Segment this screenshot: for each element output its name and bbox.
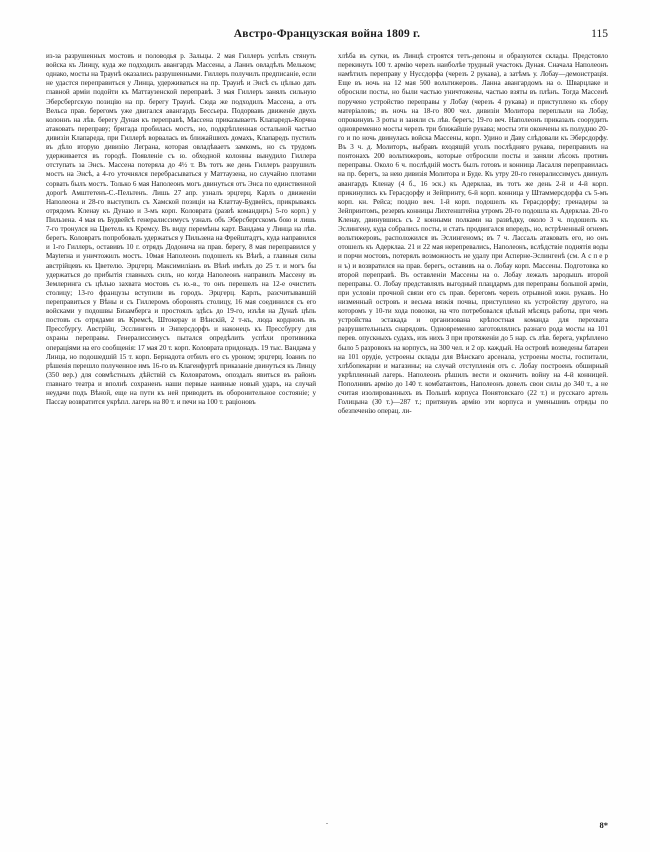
left-column: [46, 52, 316, 812]
page-number: 115: [591, 28, 608, 40]
paragraph: из-за разрушенных мостовъ и половодья р. Зальцы. 2 мая Гиллеръ успѣлъ стянуть войска къ Линцу, куда же подходилъ авангардъ Массены, а Ланнъ овладѣлъ Мельком; однако, мосты на Траунѣ оказались разрушенными. Гиллеръ получилъ предписаніе, если не удастся переправиться у Линца, удерживаться на пр. Траунѣ и Энсѣ съ цѣлью дать главной арміи подойти къ Маттаузенской переправѣ. 3 мая Гиллеръ занялъ сильную Эберсбергскую позицію на пр. берегу Траунѣ. Сюда же подходилъ Массена, а отъ Вельса прав. берегомъ уже двигался авангардъ Бессьера. Подорвавъ движеніе двухъ колоннъ на лѣв. берегу Дуная къ переправѣ, Массена приказываетъ Клапаредъ-Корчна атаковать переправу; бригада пробилась мостъ, но, подкрѣпленная остальной частью дивизіи Клапареда, при Гиллерѣ ворвалась въ ближайшихъ домахъ, Клапаредъ пустилъ въ дѣло вторую дивизію Леграна, которая овладѣваетъ замкомъ, но съ трудомъ удерживается въ городѣ. Появленіе съ ю. обходной колонны вынудило Гиллера отступать за Энсъ. Массена потеряла до 4½ т. Въ тотъ же день Гиллеръ разрушилъ мостъ на Энсѣ, а 4-го уточнялся перебрасываться у Маттаузена, но случайно плотами сорвать былъ мостъ. Только 6 мая Наполеонъ могъ двинуться отъ Энса по единственной дорогѣ Амштетенъ-С.-Пельтенъ. Лишь 27 апр. узналъ эрцгерц. Карлъ о движеніи Наполеона и 28-го выступилъ съ Хамской позиціи на Клаттау-Будвейсъ, прикрываясь отрядомъ Кленау къ Дунаю и 3-мъ корп. Коловрата (развѣ командиръ) 5-го корп.) у Пильзена. 4 мая въ Будвейсѣ генералиссимусъ узналъ объ Эберсбергскомъ бою и лишь 7-го тронулся на Цветель къ Кремсу. Въ виду перемѣны карт. Вандама у Линца на лѣв. берегъ. Коловратъ попробовалъ удержаться у Пильзена на Фрейштадтъ, куда направился и 1-го Гиллеръ, оставивъ 10 г. отрядъ Додонича на прав. берегу, 8 мая переправился у Мауterна и уничтожилъ мостъ. 10мая Наполеонъ подошелъ къ Вѣнѣ, а главныя силы австрійцевъ къ Цветелю. Эрцгерц. Максимиліанъ въ Вѣнѣ имѣлъ до 25 т. и могъ бы удержаться до прибытія главныхъ силъ, но когда Наполеонъ направилъ Массену въ Землеринга съ цѣлью захвата мостовъ съ ю.-в., то онъ перешелъ на 12-е очистить столицу; 13-го французы вступили въ городъ. Эрцгерц. Карлъ, разсчитывавшій переправиться у Вѣны и съ Гиллеромъ оборонять столицу, 16 мая соединился съ его войсками у подошвы Бизамберга и простоялъ здѣсь до 19-го, изъѣя на Дунаѣ цѣпь постовъ съ отрядами въ Кремсѣ, Штокерау и Вѣнскій, 2 т-къ, люда корднонъ въ Прессбургу. Австрійц. Эсслингенъ и Энперсдорфъ и наконецъ къ Прессбургу для охраны переправы. Генералиссимусъ пытался опредѣлить успѣхи противника операціями на его сообщенія: 17 мая 20 т. корп. Коловрата придонадъ. 19 тыс. Вандама у Линца, но подошедшій 15 т. корп. Бернадота отбилъ его съ уроном; эрцгерц. Іоаннъ по рѣшенія перешло полученное имъ 16-го въ Клагенфуртѣ приказаніе двинуться къ Линцу (350 вер.) для совмѣстныхъ дѣйствій съ Коловратомъ, опоздалъ явиться въ районъ главнаго театра и вполнѣ сохраненъ наши первые наивные новый ударъ, на случай неудачи подъ Вѣной, еще на пути къ ней приводитъ въ оборонительное состояніе; у Пассау возвратится укрѣпл. лагерь на 80 т. и печи на 100 т. раціоновъ: [46, 52, 316, 407]
paragraph: хлѣба въ сутки, въ Линцѣ строятся тетъ-депоны и образуются склады. Предстояло перекинуть 100 т. армію черезъ наиболѣе трудный участокъ Дуная. Сначала Наполеонъ намѣтилъ переправу у Нуссдорфа (черезъ 2 рукава), а затѣмъ у. Лобау—демонстрація. Еще въ ночь на 12 мая 500 вольтижеровъ. Ланна авангардомъ на о. Шварцлаке и оброснли посты, но были частью уничтожены, частью взяты въ плѣнъ. Тогда Массенѣ поручено устройство переправы у Лобау (черезъ 4 рукава) и приступлено къ сбору матеріаловъ; въ ночь на 18-го 800 чел. дивизіи Молитора переплыли на Лобау, опрокинувъ 3 роты и заняли съ лѣв. берегъ; 19-го веч. Наполеонъ приказалъ соорудить одновременно мосты черезъ три ближайшіе рукава; мосты эти окончены къ полудню 20-го и по ночь двинулась войска Массены, корп. Удино и Даву слѣдовали къ Эберсдорфу. Въ 3 ч. д. Молиторъ, выбравъ входящій уголъ послѣдняго рукава, переправилъ на понтонахъ 200 вольтижеровъ, которые отбросили посты и заняли лѣсокъ противъ переправы. Около 6 ч. послѣдній мостъ былъ готовъ и конница Ласалля переправилась на пр. берегъ, за нею дивизія Молитора и Буде. Къ утру 20-го генералиссимусъ двинулъ авангардъ Кленау (4 б., 16 эск.) къ Адерклаа, въ тотъ же день 2-й и 4-й корп. прикинулись къ Герасдорфу и Зейпринту, 6-й корп. конница у Штаммерсдорфа съ 5-мъ корп. кн. Рейса; поздно веч. 1-й корп. подошелъ къ Герасдорфу; гренадеры за Зейпринтомъ, резервъ конницы Лихтенштейна утромъ 20-го подошла къ Адерклаа. 20-го Кленау, двинувшись съ 2 конными полками на развѣдку, около 3 ч. подошелъ къ Эслингену, куда собрались посты, и стать продвигался впередъ, но, встрѣченный огнемъ вольтижеровъ, расположился въ Эслингеномъ; въ 7 ч. Лассаль атаковать его, но онъ отошелъ къ Адерклаа. 21 и 22 мая нерепревались, Наполеонъ, вслѣдствіе поднятія воды и порчи мостовъ, потерялъ возможность не удалу при Асперне-Эслингенѣ (см. А с п е р н ъ) и возвратился на прав. берегъ, оставивъ на о. Лобау корп. Массены. Подготовка ко второй переправѣ. Въ оставленіи Массены на о. Лобау лежалъ зародышъ второй переправы. О. Лобау представлялъ выгодный плацдармъ для переправы большой арміи, при условіи прочной связи его съ прав. берегомъ черезъ отрывной южн. рукавъ. Но низменный островъ и весьма вязкія почвы, приступлено къ устройству другого, на которомъ у 10-ти хода повозки, на что потребовался цѣлый мѣсяцъ работы, при чемъ устройства эстакада и организована крѣпостная команда для перехвата разрушительныхъ снарядовъ. Одновременно заготовлялись разнаго рода мосты на 101 перев. опускныхъ судахъ, изъ нихъ 3 при протяженіи до 5 нар. съ лѣв. берега, укрѣплено было 5 разровокъ на корпусъ, на 300 чел. и 2 ор. каждый. На островѣ возведены батареи на 101 орудіе, устроены склады для Вѣнскаго арсенала, устроены мосты, госпитали, хлѣбопекарни и магазины; на случай отступленія отъ с. Лобау построенъ обширный укрѣпленный лагерь. Наполеонъ рѣшилъ вести и окончить войну на 4-й конницей. Пополнивъ армію до 140 т. комбатантовъ, Наполеонъ довелъ свои силы до 340 т., а не считая изолированныхъ въ Польшѣ корпуса Понятовскаго (22 т.) и русскаго артель Голицына (30 т.)—287 т.; притянувъ армію эти корпуса и уменьшивъ отряды по обезпеченію операц. ли-: [338, 52, 608, 416]
text-columns: [46, 52, 608, 812]
footer-center-mark: .: [326, 817, 328, 826]
page-title: Австро-Французская война 1809 г.: [233, 28, 421, 40]
page-header: [46, 28, 608, 40]
footer-signature: 8*: [599, 820, 608, 830]
right-column: [338, 52, 608, 812]
